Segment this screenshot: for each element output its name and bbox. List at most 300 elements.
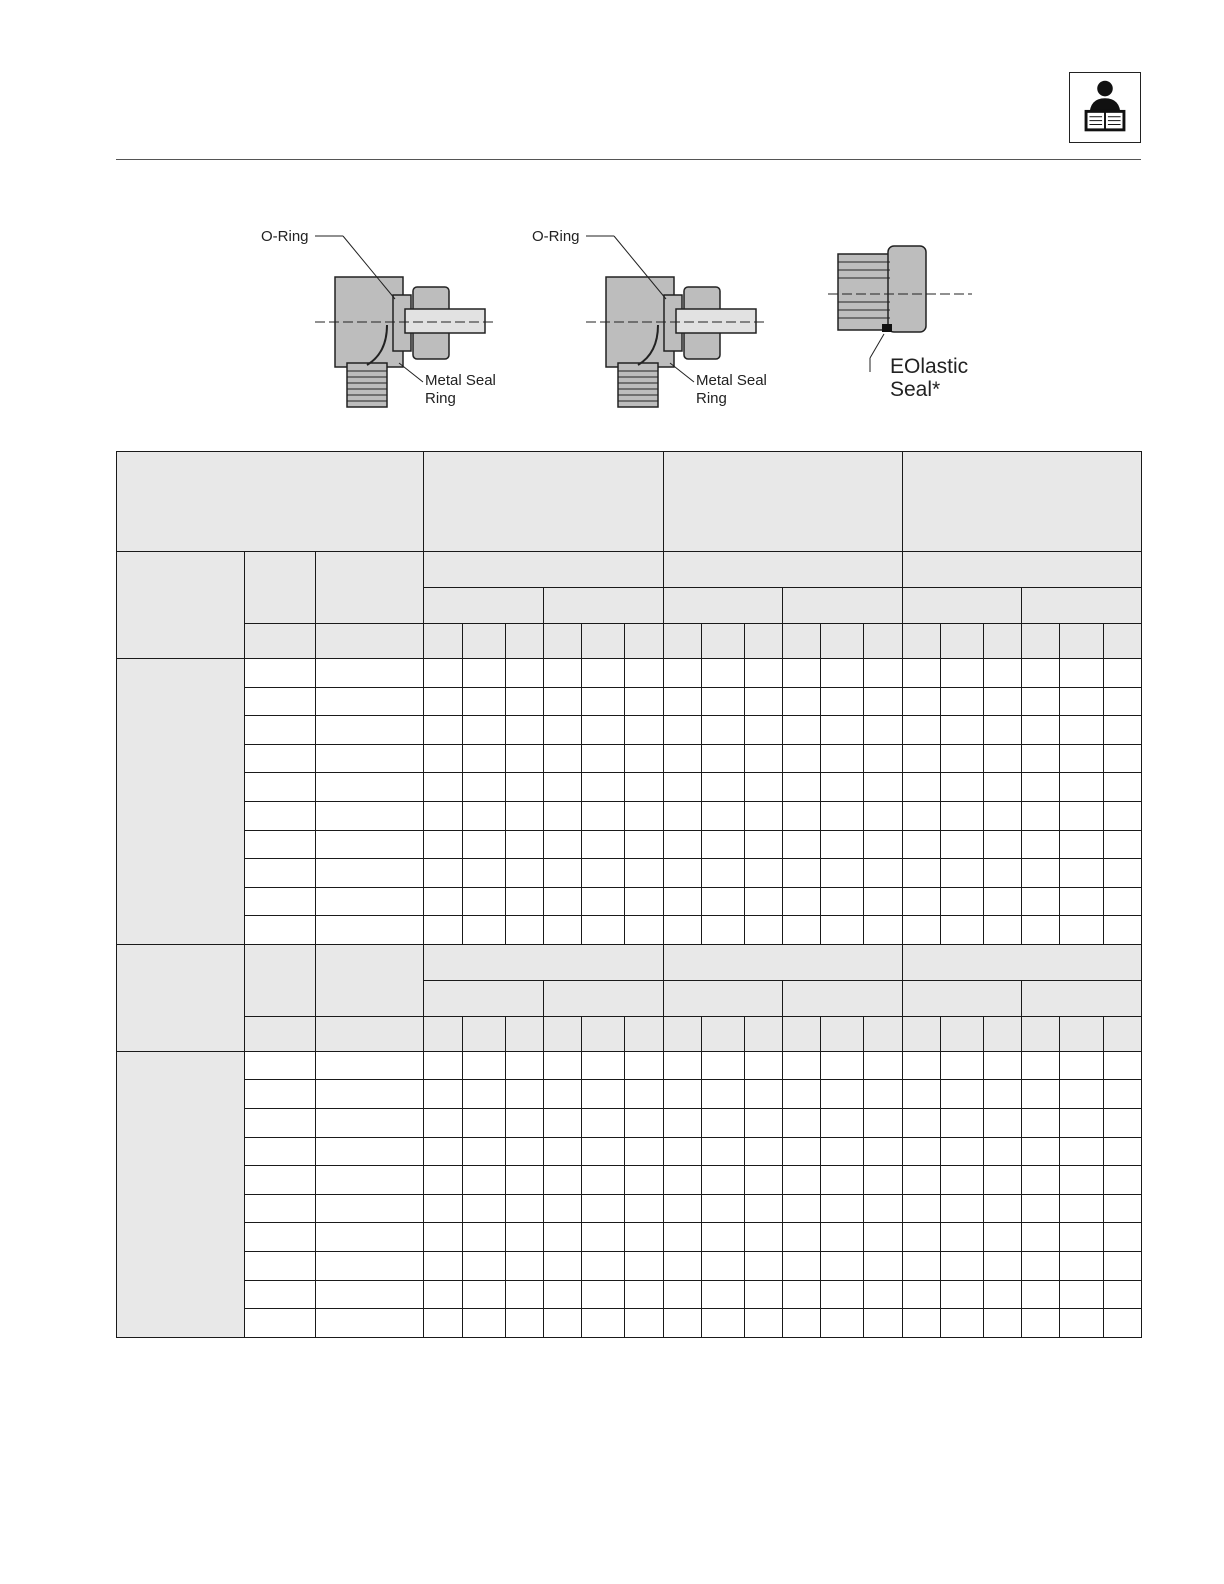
value-cell bbox=[1103, 830, 1141, 859]
value-cell bbox=[505, 687, 543, 716]
value-cell bbox=[701, 1252, 744, 1281]
value-cell bbox=[582, 1223, 625, 1252]
value-cell bbox=[424, 1137, 462, 1166]
value-cell bbox=[625, 1137, 663, 1166]
value-cell bbox=[1103, 1280, 1141, 1309]
value-cell bbox=[1060, 1309, 1103, 1338]
value-cell bbox=[663, 1137, 701, 1166]
value-cell bbox=[462, 859, 505, 888]
value-cell bbox=[940, 1252, 983, 1281]
value-cell bbox=[821, 1252, 864, 1281]
value-cell bbox=[984, 916, 1022, 945]
value-cell bbox=[543, 687, 581, 716]
value-cell bbox=[783, 716, 821, 745]
value-cell bbox=[744, 1137, 782, 1166]
thread-cell bbox=[315, 716, 424, 745]
value-cell bbox=[1103, 1109, 1141, 1138]
value-cell bbox=[701, 687, 744, 716]
value-cell bbox=[424, 659, 462, 688]
value-cell bbox=[1103, 1223, 1141, 1252]
value-cell bbox=[543, 1252, 581, 1281]
value-cell bbox=[1022, 1280, 1060, 1309]
value-cell bbox=[864, 1280, 902, 1309]
value-cell bbox=[1022, 1223, 1060, 1252]
value-cell bbox=[701, 773, 744, 802]
unit-header-cell bbox=[1060, 624, 1103, 659]
value-cell bbox=[663, 1194, 701, 1223]
value-cell bbox=[902, 687, 940, 716]
thread-cell bbox=[315, 1309, 424, 1338]
size-cell bbox=[244, 859, 315, 888]
value-cell bbox=[625, 1280, 663, 1309]
value-cell bbox=[582, 1252, 625, 1281]
value-cell bbox=[543, 1051, 581, 1080]
value-cell bbox=[1103, 1080, 1141, 1109]
value-cell bbox=[505, 1309, 543, 1338]
value-cell bbox=[783, 1252, 821, 1281]
size-cell bbox=[244, 1309, 315, 1338]
value-cell bbox=[821, 1166, 864, 1195]
value-cell bbox=[783, 859, 821, 888]
thread-cell bbox=[315, 801, 424, 830]
value-cell bbox=[424, 801, 462, 830]
unit-header-cell bbox=[315, 624, 424, 659]
value-cell bbox=[663, 801, 701, 830]
value-cell bbox=[1060, 1080, 1103, 1109]
value-cell bbox=[625, 887, 663, 916]
value-cell bbox=[582, 830, 625, 859]
value-cell bbox=[1022, 830, 1060, 859]
value-cell bbox=[1022, 773, 1060, 802]
value-cell bbox=[821, 1080, 864, 1109]
value-cell bbox=[821, 887, 864, 916]
section-label-cell bbox=[117, 944, 245, 1051]
value-cell bbox=[505, 1051, 543, 1080]
value-cell bbox=[940, 1309, 983, 1338]
value-cell bbox=[783, 773, 821, 802]
unit-header-cell bbox=[505, 624, 543, 659]
value-cell bbox=[940, 716, 983, 745]
value-cell bbox=[1060, 1280, 1103, 1309]
table-row bbox=[117, 1223, 1142, 1252]
value-cell bbox=[582, 801, 625, 830]
unit-header-cell bbox=[821, 1016, 864, 1051]
table-row bbox=[117, 744, 1142, 773]
value-cell bbox=[505, 1223, 543, 1252]
value-cell bbox=[505, 1252, 543, 1281]
size-cell bbox=[244, 687, 315, 716]
value-cell bbox=[902, 1109, 940, 1138]
section-label-cell bbox=[117, 552, 245, 659]
value-cell bbox=[744, 1051, 782, 1080]
table-row bbox=[117, 916, 1142, 945]
unit-header-cell bbox=[864, 1016, 902, 1051]
value-cell bbox=[701, 859, 744, 888]
value-cell bbox=[462, 659, 505, 688]
unit-header-cell bbox=[902, 624, 940, 659]
value-cell bbox=[625, 801, 663, 830]
table-row bbox=[117, 659, 1142, 688]
value-cell bbox=[940, 773, 983, 802]
value-cell bbox=[543, 1166, 581, 1195]
value-cell bbox=[1103, 659, 1141, 688]
value-cell bbox=[744, 801, 782, 830]
value-cell bbox=[864, 1252, 902, 1281]
subgroup-header-cell bbox=[902, 588, 1022, 624]
value-cell bbox=[1022, 1252, 1060, 1281]
value-cell bbox=[1022, 1109, 1060, 1138]
unit-header-cell bbox=[744, 1016, 782, 1051]
value-cell bbox=[783, 1137, 821, 1166]
table-row bbox=[117, 830, 1142, 859]
value-cell bbox=[462, 1280, 505, 1309]
read-manual-icon bbox=[1069, 72, 1141, 143]
value-cell bbox=[543, 1109, 581, 1138]
value-cell bbox=[701, 1280, 744, 1309]
unit-header-cell bbox=[984, 624, 1022, 659]
unit-header-cell bbox=[505, 1016, 543, 1051]
value-cell bbox=[744, 887, 782, 916]
thread-cell bbox=[315, 1280, 424, 1309]
value-cell bbox=[744, 716, 782, 745]
value-cell bbox=[505, 1080, 543, 1109]
table-row bbox=[117, 887, 1142, 916]
value-cell bbox=[783, 1194, 821, 1223]
size-cell bbox=[244, 1166, 315, 1195]
value-cell bbox=[701, 1309, 744, 1338]
unit-header-cell bbox=[940, 1016, 983, 1051]
header-fitting-col-3 bbox=[902, 452, 1141, 552]
value-cell bbox=[864, 773, 902, 802]
value-cell bbox=[663, 744, 701, 773]
value-cell bbox=[1022, 716, 1060, 745]
size-cell bbox=[244, 1051, 315, 1080]
value-cell bbox=[424, 1080, 462, 1109]
value-cell bbox=[821, 1223, 864, 1252]
value-cell bbox=[1060, 916, 1103, 945]
value-cell bbox=[864, 887, 902, 916]
value-cell bbox=[625, 687, 663, 716]
value-cell bbox=[625, 916, 663, 945]
value-cell bbox=[505, 916, 543, 945]
value-cell bbox=[424, 1223, 462, 1252]
value-cell bbox=[663, 859, 701, 888]
section-subheader-cell bbox=[244, 552, 315, 624]
section-subheader-cell bbox=[315, 944, 424, 1016]
subgroup-header-cell bbox=[1022, 980, 1142, 1016]
value-cell bbox=[940, 687, 983, 716]
subgroup-header-cell bbox=[783, 980, 903, 1016]
value-cell bbox=[462, 1080, 505, 1109]
header-fitting-col-1 bbox=[424, 452, 663, 552]
value-cell bbox=[1103, 687, 1141, 716]
value-cell bbox=[984, 801, 1022, 830]
thread-cell bbox=[315, 1080, 424, 1109]
value-cell bbox=[505, 1194, 543, 1223]
value-cell bbox=[701, 1223, 744, 1252]
subgroup-header-cell bbox=[663, 588, 783, 624]
value-cell bbox=[663, 1080, 701, 1109]
unit-header-cell bbox=[424, 1016, 462, 1051]
value-cell bbox=[902, 1166, 940, 1195]
value-cell bbox=[821, 773, 864, 802]
value-cell bbox=[744, 1223, 782, 1252]
subgroup-header-cell bbox=[783, 588, 903, 624]
value-cell bbox=[744, 916, 782, 945]
value-cell bbox=[984, 716, 1022, 745]
value-cell bbox=[663, 1051, 701, 1080]
value-cell bbox=[462, 916, 505, 945]
value-cell bbox=[902, 1194, 940, 1223]
value-cell bbox=[902, 1051, 940, 1080]
value-cell bbox=[582, 716, 625, 745]
value-cell bbox=[582, 859, 625, 888]
value-cell bbox=[462, 773, 505, 802]
table-row bbox=[117, 716, 1142, 745]
value-cell bbox=[1103, 887, 1141, 916]
subgroup-header-cell bbox=[663, 980, 783, 1016]
value-cell bbox=[701, 916, 744, 945]
value-cell bbox=[902, 916, 940, 945]
value-cell bbox=[821, 801, 864, 830]
value-cell bbox=[744, 830, 782, 859]
size-cell bbox=[244, 1080, 315, 1109]
value-cell bbox=[462, 1252, 505, 1281]
thread-cell bbox=[315, 830, 424, 859]
value-cell bbox=[505, 1280, 543, 1309]
value-cell bbox=[744, 687, 782, 716]
value-cell bbox=[424, 1051, 462, 1080]
value-cell bbox=[701, 1109, 744, 1138]
value-cell bbox=[625, 859, 663, 888]
value-cell bbox=[625, 1080, 663, 1109]
value-cell bbox=[1060, 1166, 1103, 1195]
value-cell bbox=[783, 744, 821, 773]
value-cell bbox=[582, 773, 625, 802]
value-cell bbox=[582, 1280, 625, 1309]
value-cell bbox=[543, 1223, 581, 1252]
metal-seal-label-line2: Ring bbox=[425, 390, 456, 407]
value-cell bbox=[940, 1223, 983, 1252]
value-cell bbox=[462, 830, 505, 859]
value-cell bbox=[1022, 859, 1060, 888]
value-cell bbox=[543, 916, 581, 945]
value-cell bbox=[744, 859, 782, 888]
value-cell bbox=[505, 859, 543, 888]
value-cell bbox=[1060, 830, 1103, 859]
unit-header-cell bbox=[744, 624, 782, 659]
unit-header-cell bbox=[543, 624, 581, 659]
value-cell bbox=[462, 887, 505, 916]
value-cell bbox=[505, 744, 543, 773]
value-cell bbox=[462, 801, 505, 830]
value-cell bbox=[701, 887, 744, 916]
value-cell bbox=[424, 916, 462, 945]
value-cell bbox=[663, 1309, 701, 1338]
value-cell bbox=[663, 916, 701, 945]
value-cell bbox=[1022, 1080, 1060, 1109]
value-cell bbox=[1103, 716, 1141, 745]
metal-seal-label-line1: Metal Seal bbox=[696, 372, 767, 389]
value-cell bbox=[1060, 1252, 1103, 1281]
thread-cell bbox=[315, 1137, 424, 1166]
value-cell bbox=[625, 1309, 663, 1338]
value-cell bbox=[505, 1137, 543, 1166]
eolastic-seal-label-line2: Seal* bbox=[890, 378, 941, 401]
size-cell bbox=[244, 887, 315, 916]
subgroup-header-cell bbox=[424, 588, 544, 624]
value-cell bbox=[783, 1051, 821, 1080]
size-cell bbox=[244, 916, 315, 945]
value-cell bbox=[864, 801, 902, 830]
value-cell bbox=[582, 1080, 625, 1109]
value-cell bbox=[424, 1109, 462, 1138]
value-cell bbox=[902, 1080, 940, 1109]
value-cell bbox=[543, 1137, 581, 1166]
value-cell bbox=[543, 887, 581, 916]
value-cell bbox=[1103, 859, 1141, 888]
header-fitting-col-2 bbox=[663, 452, 902, 552]
value-cell bbox=[663, 1109, 701, 1138]
unit-header-cell bbox=[783, 1016, 821, 1051]
value-cell bbox=[663, 1166, 701, 1195]
value-cell bbox=[505, 1166, 543, 1195]
value-cell bbox=[864, 1051, 902, 1080]
value-cell bbox=[505, 1109, 543, 1138]
value-cell bbox=[940, 1109, 983, 1138]
value-cell bbox=[582, 744, 625, 773]
value-cell bbox=[1060, 659, 1103, 688]
value-cell bbox=[701, 830, 744, 859]
value-cell bbox=[864, 1194, 902, 1223]
elbow-fitting-figure-2 bbox=[526, 225, 786, 415]
value-cell bbox=[984, 1252, 1022, 1281]
group-header-cell bbox=[663, 552, 902, 588]
value-cell bbox=[821, 1280, 864, 1309]
value-cell bbox=[1060, 1109, 1103, 1138]
o-ring-label: O-Ring bbox=[532, 228, 580, 245]
value-cell bbox=[902, 744, 940, 773]
thread-cell bbox=[315, 1194, 424, 1223]
value-cell bbox=[424, 887, 462, 916]
table-row bbox=[117, 1252, 1142, 1281]
value-cell bbox=[783, 887, 821, 916]
subgroup-header-cell bbox=[543, 588, 663, 624]
value-cell bbox=[864, 716, 902, 745]
value-cell bbox=[821, 1309, 864, 1338]
elbow-fitting-figure-1 bbox=[255, 225, 515, 415]
value-cell bbox=[663, 716, 701, 745]
value-cell bbox=[744, 1309, 782, 1338]
value-cell bbox=[582, 1109, 625, 1138]
value-cell bbox=[1060, 887, 1103, 916]
thread-cell bbox=[315, 1051, 424, 1080]
value-cell bbox=[1022, 801, 1060, 830]
value-cell bbox=[424, 1194, 462, 1223]
value-cell bbox=[625, 830, 663, 859]
table-row bbox=[117, 1309, 1142, 1338]
value-cell bbox=[984, 1280, 1022, 1309]
value-cell bbox=[505, 773, 543, 802]
value-cell bbox=[625, 1252, 663, 1281]
table-row bbox=[117, 1137, 1142, 1166]
section-subheader-cell bbox=[315, 552, 424, 624]
value-cell bbox=[543, 716, 581, 745]
value-cell bbox=[864, 859, 902, 888]
value-cell bbox=[902, 659, 940, 688]
value-cell bbox=[744, 1252, 782, 1281]
value-cell bbox=[582, 687, 625, 716]
value-cell bbox=[625, 716, 663, 745]
value-cell bbox=[663, 659, 701, 688]
value-cell bbox=[1060, 744, 1103, 773]
value-cell bbox=[462, 687, 505, 716]
value-cell bbox=[701, 716, 744, 745]
value-cell bbox=[1060, 1137, 1103, 1166]
table-row bbox=[117, 1166, 1142, 1195]
thread-cell bbox=[315, 1223, 424, 1252]
value-cell bbox=[940, 1194, 983, 1223]
value-cell bbox=[1022, 1166, 1060, 1195]
value-cell bbox=[984, 659, 1022, 688]
thread-cell bbox=[315, 916, 424, 945]
value-cell bbox=[744, 744, 782, 773]
header-rule bbox=[116, 159, 1141, 160]
unit-header-cell bbox=[424, 624, 462, 659]
value-cell bbox=[984, 1166, 1022, 1195]
value-cell bbox=[783, 1080, 821, 1109]
value-cell bbox=[663, 1223, 701, 1252]
value-cell bbox=[1022, 1309, 1060, 1338]
value-cell bbox=[663, 830, 701, 859]
value-cell bbox=[744, 1166, 782, 1195]
value-cell bbox=[821, 1051, 864, 1080]
section-subheader-cell bbox=[244, 944, 315, 1016]
value-cell bbox=[1060, 687, 1103, 716]
value-cell bbox=[902, 1252, 940, 1281]
value-cell bbox=[984, 859, 1022, 888]
value-cell bbox=[1060, 801, 1103, 830]
value-cell bbox=[1022, 744, 1060, 773]
unit-header-cell bbox=[1022, 1016, 1060, 1051]
value-cell bbox=[701, 801, 744, 830]
value-cell bbox=[582, 659, 625, 688]
value-cell bbox=[462, 1166, 505, 1195]
value-cell bbox=[1103, 1166, 1141, 1195]
value-cell bbox=[821, 716, 864, 745]
value-cell bbox=[940, 887, 983, 916]
metal-seal-label-line2: Ring bbox=[696, 390, 727, 407]
table-row bbox=[117, 687, 1142, 716]
value-cell bbox=[462, 1194, 505, 1223]
value-cell bbox=[864, 659, 902, 688]
value-cell bbox=[940, 801, 983, 830]
table-row bbox=[117, 801, 1142, 830]
unit-header-cell bbox=[701, 624, 744, 659]
table-row bbox=[117, 859, 1142, 888]
value-cell bbox=[582, 1137, 625, 1166]
thread-cell bbox=[315, 687, 424, 716]
value-cell bbox=[625, 659, 663, 688]
thread-cell bbox=[315, 773, 424, 802]
unit-header-cell bbox=[663, 624, 701, 659]
value-cell bbox=[902, 773, 940, 802]
value-cell bbox=[984, 887, 1022, 916]
size-cell bbox=[244, 1137, 315, 1166]
value-cell bbox=[582, 1194, 625, 1223]
group-header-cell bbox=[663, 944, 902, 980]
value-cell bbox=[1022, 1051, 1060, 1080]
